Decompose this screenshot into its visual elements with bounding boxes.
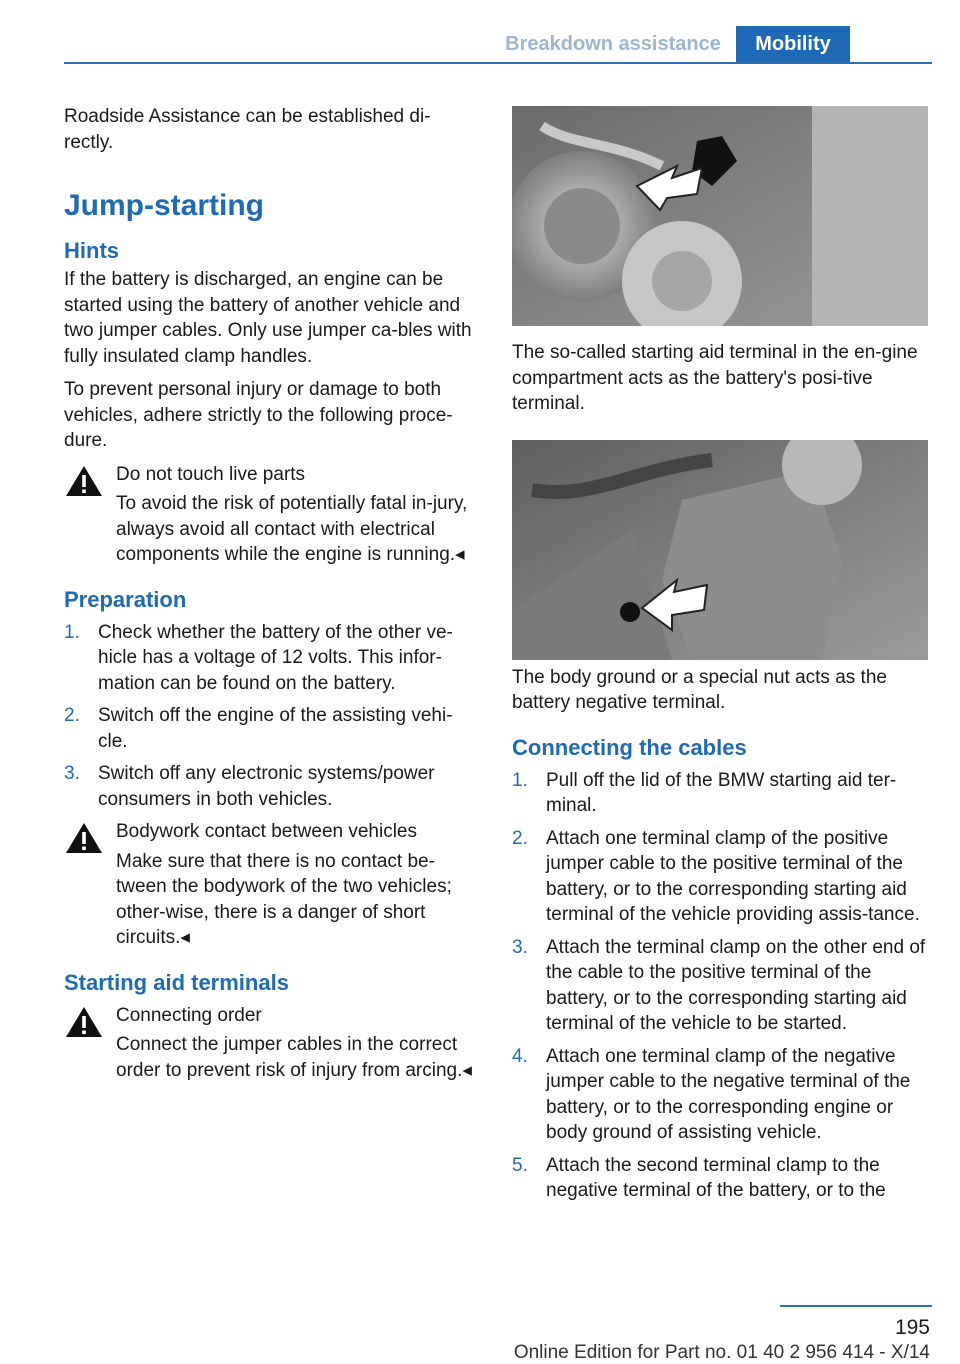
- photo-caption-positive: The so-called starting aid terminal in the en-gine compartment acts as the battery's posi-tive terminal.: [512, 342, 918, 414]
- list-text: Pull off the lid of the BMW starting aid ter-minal.: [546, 769, 897, 816]
- warning-live-parts: [64, 462, 478, 568]
- warning-body: To avoid the risk of potentially fatal in-jury, always avoid all contact with electrical components while the engine is running.◂: [116, 493, 468, 565]
- list-text: Attach one terminal clamp of the positive jumper cable to the positive terminal of the battery, or to the corresponding starting aid terminal of the vehicle providing assis-tance.: [546, 827, 920, 925]
- list-number: 2.: [512, 827, 528, 849]
- warning-body: Make sure that there is no contact be-tween the bodywork of the two vehicles; other-wise, there is a danger of short circuits.◂: [116, 850, 452, 948]
- list-number: 3.: [64, 763, 80, 784]
- warning-title: Do not touch live parts: [116, 463, 306, 485]
- warning-triangle-icon: [64, 821, 104, 855]
- list-text: Attach the second terminal clamp to the negative terminal of the battery, or to the: [546, 1154, 886, 1201]
- starting-aid-heading: Starting aid terminals: [64, 969, 289, 995]
- right-column: [512, 340, 928, 1211]
- list-number: 2.: [64, 705, 80, 726]
- header-chapter-tab: Mobility: [736, 26, 850, 64]
- list-text: Switch off any electronic systems/power consumers in both vehicles.: [98, 763, 435, 810]
- list-item: [512, 935, 928, 1037]
- edition-footer: Online Edition for Part no. 01 40 2 956 414 - X/14: [513, 1342, 930, 1363]
- header-rule: [64, 62, 932, 64]
- intro-paragraph: Roadside Assistance can be established di-rectly.: [64, 106, 431, 153]
- footer-rule: [780, 1305, 932, 1307]
- list-number: 1.: [512, 769, 528, 791]
- page-title: Jump-starting: [64, 189, 265, 222]
- list-item: [512, 768, 928, 819]
- list-text: Check whether the battery of the other ve-hicle has a voltage of 12 volts. This infor-mation can be found on the battery.: [98, 621, 453, 694]
- preparation-heading: Preparation: [64, 586, 187, 612]
- hints-paragraph-1: If the battery is discharged, an engine can be started using the battery of another vehicle and two jumper cables. Only use jumper ca-bles with fully insulated clamp handles.: [64, 269, 472, 367]
- warning-body: Connect the jumper cables in the correct order to prevent risk of injury from arcing.◂: [116, 1034, 472, 1081]
- header-section-tab: Breakdown assistance: [505, 33, 721, 55]
- left-column: [64, 104, 478, 1091]
- list-number: 5.: [512, 1154, 528, 1176]
- list-text: Attach the terminal clamp on the other end of the cable to the positive terminal of the battery, or to the corresponding starting aid terminal of the vehicle to be started.: [546, 936, 926, 1034]
- warning-triangle-icon: [64, 464, 104, 498]
- warning-bodywork-contact: [64, 819, 478, 951]
- list-item: [64, 703, 478, 754]
- list-text: Switch off the engine of the assisting vehi-cle.: [98, 705, 453, 752]
- preparation-list: [64, 620, 478, 813]
- hints-heading: Hints: [64, 238, 119, 263]
- page-number: 195: [894, 1316, 930, 1339]
- hints-paragraph-2: To prevent personal injury or damage to both vehicles, adhere strictly to the following proce-dure.: [64, 379, 453, 451]
- list-item: [512, 826, 928, 928]
- list-number: 3.: [512, 936, 528, 958]
- list-item: [512, 1044, 928, 1146]
- list-item: [64, 620, 478, 697]
- warning-connecting-order: [64, 1003, 478, 1084]
- list-item: [64, 761, 478, 812]
- list-number: 1.: [64, 621, 80, 643]
- warning-triangle-icon: [64, 1005, 104, 1039]
- photo-caption-negative: The body ground or a special nut acts as the battery negative terminal.: [512, 666, 887, 713]
- warning-title: Bodywork contact between vehicles: [116, 821, 417, 842]
- list-text: Attach one terminal clamp of the negative jumper cable to the negative terminal of the battery, or to the corresponding engine or body ground of assisting vehicle.: [546, 1045, 911, 1143]
- connecting-cables-heading: Connecting the cables: [512, 734, 747, 760]
- engine-compartment-photo-positive-terminal: [512, 106, 928, 326]
- list-item: [512, 1153, 928, 1204]
- list-number: 4.: [512, 1045, 528, 1067]
- warning-title: Connecting order: [116, 1004, 262, 1026]
- connecting-cables-list: [512, 768, 928, 1204]
